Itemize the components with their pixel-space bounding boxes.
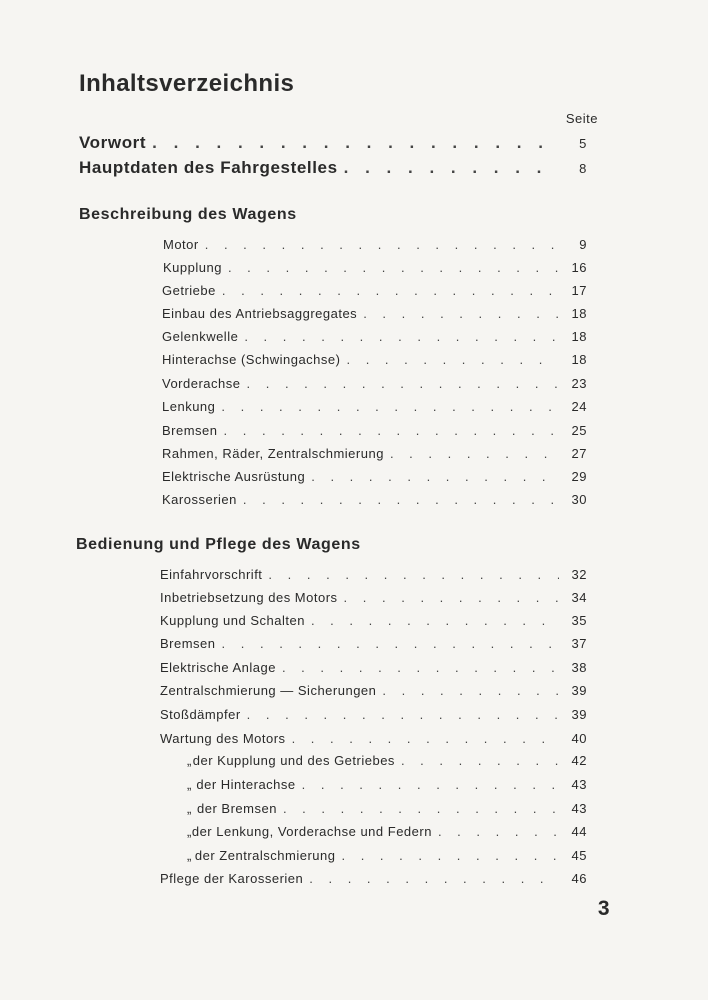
toc-leader-dots — [243, 492, 559, 507]
toc-leader-dots — [222, 283, 559, 298]
toc-item — [162, 469, 587, 484]
toc-item-label: der Hinterachse — [196, 777, 296, 792]
toc-item-label: Stoßdämpfer — [160, 707, 241, 722]
toc-sub-item — [187, 801, 587, 816]
toc-leader-dots — [382, 683, 559, 698]
toc-leader-dots — [309, 871, 559, 886]
toc-item-page: 35 — [571, 613, 587, 628]
toc-entry-page: 8 — [579, 161, 587, 176]
toc-item-page: 32 — [571, 567, 587, 582]
toc-leader-dots — [344, 158, 559, 178]
toc-entry-vorwort — [79, 133, 587, 153]
toc-item-page: 40 — [571, 731, 587, 746]
toc-item — [162, 399, 587, 414]
toc-item-page: 30 — [571, 492, 587, 507]
toc-item — [160, 683, 587, 698]
section-heading-beschreibung: Beschreibung des Wagens — [79, 206, 297, 223]
toc-leader-dots — [247, 707, 559, 722]
toc-item-page: 39 — [571, 683, 587, 698]
toc-item — [162, 306, 587, 321]
toc-item-page: 43 — [571, 777, 587, 792]
toc-item-label: Pflege der Karosserien — [160, 871, 304, 886]
toc-item — [160, 636, 587, 651]
toc-leader-dots — [401, 753, 559, 768]
toc-item-page: 25 — [571, 423, 587, 438]
toc-item-page: 17 — [571, 283, 587, 298]
toc-item-label: Bremsen — [162, 423, 218, 438]
toc-item-label: Zentralschmierung — Sicherungen — [160, 683, 377, 698]
toc-item-page: 27 — [571, 446, 587, 461]
toc-item-label: Elektrische Anlage — [160, 660, 276, 675]
toc-leader-dots — [363, 306, 559, 321]
toc-item — [163, 260, 587, 275]
toc-item — [160, 871, 587, 886]
toc-item-page: 46 — [571, 871, 587, 886]
toc-item-page: 39 — [571, 707, 587, 722]
toc-item — [160, 660, 587, 675]
toc-item-page: 16 — [571, 260, 587, 275]
toc-leader-dots — [228, 260, 559, 275]
toc-leader-dots — [292, 731, 559, 746]
toc-item-page: 34 — [571, 590, 587, 605]
toc-item — [160, 567, 587, 582]
toc-item — [160, 707, 587, 722]
page-column-header: Seite — [565, 111, 598, 126]
toc-sub-item — [187, 848, 587, 863]
toc-item-label: Hinterachse (Schwingachse) — [162, 352, 341, 367]
toc-item — [162, 446, 587, 461]
toc-item — [160, 731, 587, 746]
toc-leader-dots — [244, 329, 559, 344]
toc-entry-page: 5 — [579, 136, 587, 151]
toc-item-label: Bremsen — [160, 636, 216, 651]
toc-leader-dots — [311, 469, 559, 484]
toc-item — [160, 590, 587, 605]
toc-leader-dots — [152, 133, 559, 153]
toc-item-label: Motor — [163, 237, 199, 252]
toc-item-page: 18 — [571, 306, 587, 321]
toc-item-label: Inbetriebsetzung des Motors — [160, 590, 338, 605]
toc-entry-label: Vorwort — [79, 133, 147, 152]
toc-item-page: 24 — [571, 399, 587, 414]
toc-item — [162, 492, 587, 507]
toc-item-page: 29 — [571, 469, 587, 484]
toc-leader-dots — [283, 801, 559, 816]
toc-item-label: Einbau des Antriebsaggregates — [162, 306, 358, 321]
toc-item-page: 38 — [571, 660, 587, 675]
toc-item — [160, 613, 587, 628]
toc-item — [162, 283, 587, 298]
toc-leader-dots — [282, 660, 559, 675]
toc-item-page: 18 — [571, 329, 587, 344]
toc-item-page: 44 — [571, 824, 587, 839]
toc-sub-item — [187, 824, 587, 839]
toc-item-label: Gelenkwelle — [162, 329, 239, 344]
toc-leader-dots — [302, 777, 559, 792]
toc-leader-dots — [438, 824, 559, 839]
toc-leader-dots — [344, 590, 559, 605]
toc-item-page: 23 — [571, 376, 587, 391]
toc-item-label: Vorderachse — [162, 376, 241, 391]
toc-item-page: 42 — [571, 753, 587, 768]
toc-item-label: Kupplung — [163, 260, 222, 275]
toc-leader-dots — [341, 848, 559, 863]
toc-sub-item — [187, 753, 587, 768]
toc-leader-dots — [222, 636, 559, 651]
toc-leader-dots — [390, 446, 559, 461]
toc-item-label: Rahmen, Räder, Zentralschmierung — [162, 446, 384, 461]
toc-item-label: Lenkung — [162, 399, 216, 414]
toc-leader-dots — [346, 352, 559, 367]
toc-item — [162, 423, 587, 438]
page-number: 3 — [597, 897, 610, 920]
toc-item — [162, 329, 587, 344]
toc-item-label: Elektrische Ausrüstung — [162, 469, 306, 484]
toc-item — [162, 376, 587, 391]
toc-item-page: 43 — [571, 801, 587, 816]
toc-item-label: Wartung des Motors — [160, 731, 286, 746]
toc-leader-dots — [247, 376, 560, 391]
ditto-mark: „ — [187, 848, 192, 863]
ditto-mark: „ — [187, 777, 192, 792]
toc-item-label: Karosserien — [162, 492, 237, 507]
toc-item — [162, 352, 587, 367]
toc-leader-dots — [224, 423, 559, 438]
toc-item-page: 9 — [579, 237, 587, 252]
toc-item-label: der Zentralschmierung — [194, 848, 336, 863]
page-title: Inhaltsverzeichnis — [79, 70, 295, 97]
toc-item-page: 37 — [571, 636, 587, 651]
toc-item — [163, 237, 587, 252]
toc-item-label: der Lenkung, Vorderachse und Federn — [191, 824, 432, 839]
toc-leader-dots — [221, 399, 559, 414]
toc-leader-dots — [268, 567, 559, 582]
toc-item-label: der Kupplung und des Getriebes — [192, 753, 395, 768]
toc-leader-dots — [311, 613, 559, 628]
toc-item-label: Getriebe — [162, 283, 216, 298]
toc-item-page: 45 — [571, 848, 587, 863]
section-heading-bedienung: Bedienung und Pflege des Wagens — [76, 536, 361, 553]
toc-item-label: der Bremsen — [197, 801, 277, 816]
toc-sub-item — [187, 777, 587, 792]
ditto-mark: „ — [187, 801, 192, 816]
toc-entry-label: Hauptdaten des Fahrgestelles — [79, 158, 338, 177]
toc-item-page: 18 — [571, 352, 587, 367]
toc-item-label: Einfahrvorschrift — [160, 567, 263, 582]
toc-leader-dots — [205, 237, 559, 252]
ditto-mark: „ — [187, 824, 192, 839]
toc-item-label: Kupplung und Schalten — [160, 613, 305, 628]
ditto-mark: „ — [187, 753, 192, 768]
toc-entry-hauptdaten — [79, 158, 587, 178]
